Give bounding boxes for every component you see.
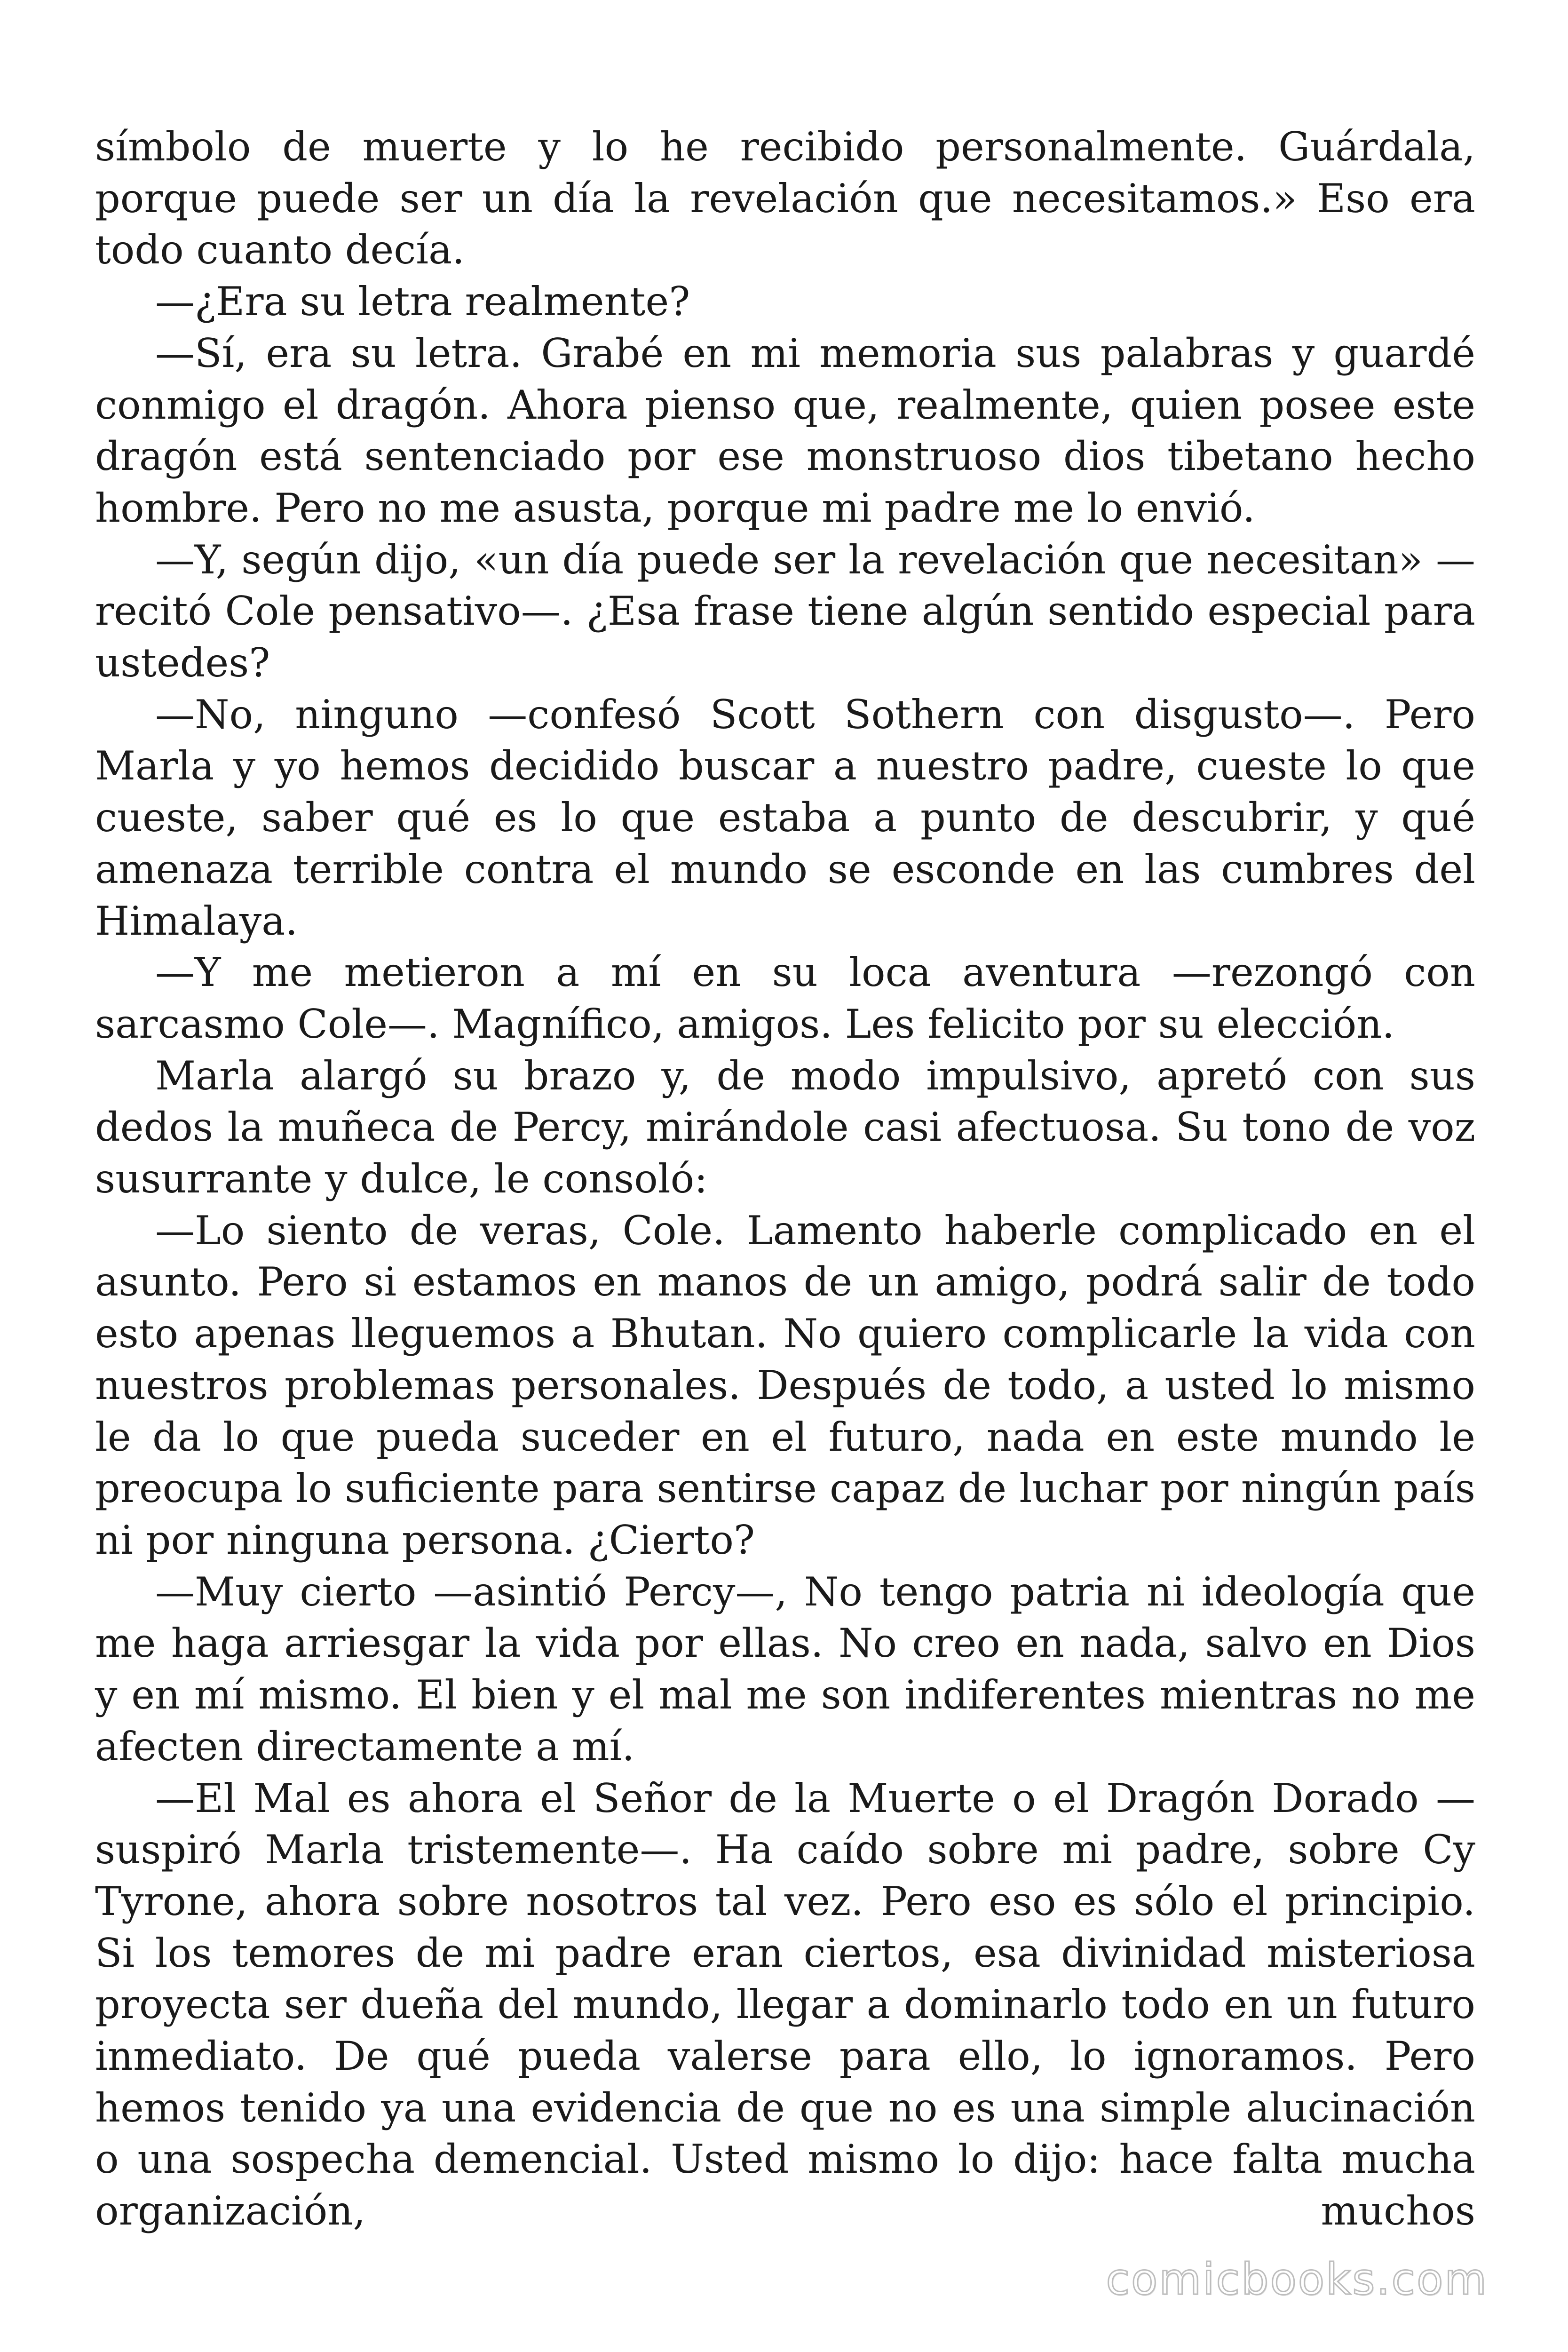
paragraph-dialogue: —¿Era su letra realmente?	[155, 278, 690, 325]
paragraph-dialogue: —Sí, era su letra. Grabé en mi memoria sus palabras y guardé conmigo el dragón. Ahora pienso que, realmente, quien posee este dragón está sentenciado por ese monstruoso dios tibetano hecho hombre. Pero no me asusta, porque mi padre me lo envió.	[95, 330, 1475, 531]
paragraph-continuation: símbolo de muerte y lo he recibido personalmente. Guárdala, porque puede ser un día la revelación que necesitamos.» Eso era todo cuanto decía.	[95, 124, 1475, 273]
paragraph-dialogue: —Y me metieron a mí en su loca aventura —rezongó con sarcasmo Cole—. Magnífico, amigos. Les felicito por su elección.	[95, 949, 1475, 1047]
paragraph-dialogue: —Muy cierto —asintió Percy—, No tengo patria ni ideología que me haga arriesgar la vida por ellas. No creo en nada, salvo en Dios y en mí mismo. El bien y el mal me son indiferentes mientras no me afecten directamente a mí.	[95, 1568, 1475, 1770]
paragraph-dialogue: —Y, según dijo, «un día puede ser la revelación que necesitan» —recitó Cole pensativo—. ¿Esa frase tiene algún sentido especial para ustedes?	[95, 536, 1475, 686]
watermark-logo: comicbooks.com	[1106, 2254, 1488, 2304]
paragraph-dialogue: —Lo siento de veras, Cole. Lamento haberle complicado en el asunto. Pero si estamos en manos de un amigo, podrá salir de todo esto apenas lleguemos a Bhutan. No quiero complicarle la vida con nuestros problemas personales. Después de todo, a usted lo mismo le da lo que pueda suceder en el futuro, nada en este mundo le preocupa lo suficiente para sentirse capaz de luchar por ningún país ni por ninguna persona. ¿Cierto?	[95, 1207, 1475, 1563]
paragraph-dialogue: —El Mal es ahora el Señor de la Muerte o el Dragón Dorado —suspiró Marla tristemente—. Ha caído sobre mi padre, sobre Cy Tyrone, ahora sobre nosotros tal vez. Pero eso es sólo el principio. Si los temores de mi padre eran ciertos, esa divinidad misteriosa proyecta ser dueña del mundo, llegar a dominarlo todo en un futuro inmediato. De qué pueda valerse para ello, lo ignoramos. Pero hemos tenido ya una evidencia de que no es una simple alucinación o una sospecha demencial. Usted mismo lo dijo: hace falta mucha organización, muchos	[95, 1775, 1475, 2234]
paragraph-narration: Marla alargó su brazo y, de modo impulsivo, apretó con sus dedos la muñeca de Percy, mirándole casi afectuosa. Su tono de voz susurrante y dulce, le consoló:	[95, 1052, 1475, 1202]
book-page-body	[95, 121, 1475, 2237]
paragraph-dialogue: —No, ninguno —confesó Scott Sothern con disgusto—. Pero Marla y yo hemos decidido buscar a nuestro padre, cueste lo que cueste, saber qué es lo que estaba a punto de descubrir, y qué amenaza terrible contra el mundo se esconde en las cumbres del Himalaya.	[95, 691, 1475, 944]
